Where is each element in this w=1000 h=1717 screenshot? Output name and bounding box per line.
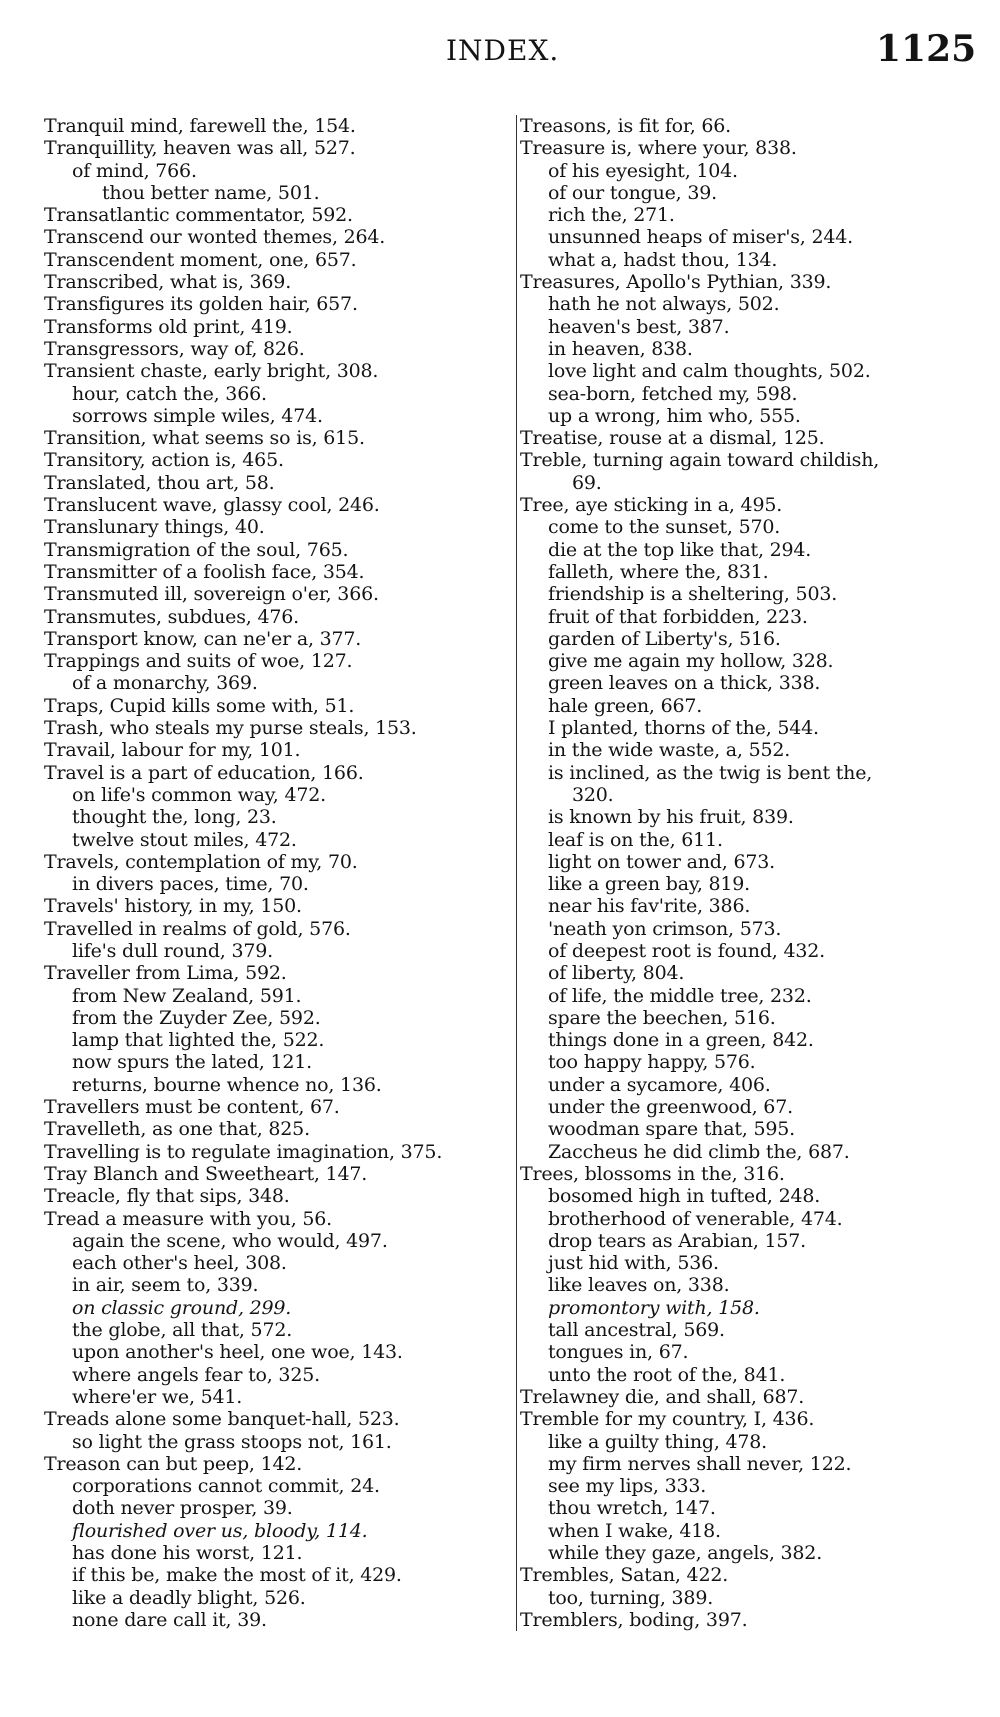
index-subentry: leaf is on the, 611. (548, 828, 723, 851)
index-entry: Transient chaste, early bright, 308. (44, 360, 379, 383)
index-subentry: bosomed high in tufted, 248. (548, 1185, 821, 1208)
index-subentry: tall ancestral, 569. (548, 1319, 725, 1342)
index-subentry: garden of Liberty's, 516. (548, 627, 781, 650)
index-entry: Trees, blossoms in the, 316. (520, 1162, 785, 1185)
index-entry: Treasure is, where your, 838. (520, 137, 797, 160)
index-subentry: under a sycamore, 406. (548, 1073, 771, 1096)
index-subentry: is known by his fruit, 839. (548, 806, 794, 829)
index-subentry: drop tears as Arabian, 157. (548, 1229, 807, 1252)
index-entry: Trappings and suits of woe, 127. (44, 650, 353, 673)
index-subentry: on life's common way, 472. (72, 783, 326, 806)
index-subentry: falleth, where the, 831. (548, 560, 769, 583)
running-title: INDEX. (446, 34, 560, 67)
index-entry: Transcendent moment, one, 657. (44, 248, 357, 271)
index-subentry: is inclined, as the twig is bent the, (548, 761, 873, 784)
index-subentry: brotherhood of venerable, 474. (548, 1207, 843, 1230)
index-entry: Transgressors, way of, 826. (44, 337, 305, 360)
index-subentry: too, turning, 389. (548, 1586, 714, 1609)
index-entry: Travail, labour for my, 101. (44, 739, 301, 762)
index-subentry: unto the root of the, 841. (548, 1363, 786, 1386)
index-entry: Transmitter of a foolish face, 354. (44, 560, 365, 583)
index-entry: Transcend our wonted themes, 264. (44, 226, 386, 249)
index-subentry: too happy happy, 576. (548, 1051, 756, 1074)
index-entry: Tranquillity, heaven was all, 527. (44, 137, 356, 160)
index-subentry: like a green bay, 819. (548, 873, 751, 896)
index-subentry: on classic ground, 299. (72, 1296, 292, 1319)
index-subentry: heaven's best, 387. (548, 315, 730, 338)
index-subentry: thou better name, 501. (102, 181, 320, 204)
index-entry: Travel is a part of education, 166. (44, 761, 364, 784)
index-subentry: woodman spare that, 595. (548, 1118, 795, 1141)
index-subentry: so light the grass stoops not, 161. (72, 1430, 392, 1453)
index-subentry: upon another's heel, one woe, 143. (72, 1341, 403, 1364)
index-entry: Treads alone some banquet-hall, 523. (44, 1408, 400, 1431)
index-entry: Translunary things, 40. (44, 516, 265, 539)
index-entry: Travellers must be content, 67. (44, 1096, 340, 1119)
index-subentry: fruit of that forbidden, 223. (548, 605, 808, 628)
index-subentry: my firm nerves shall never, 122. (548, 1452, 852, 1475)
index-subentry: doth never prosper, 39. (72, 1497, 293, 1520)
index-entry: Tremble for my country, I, 436. (520, 1408, 815, 1431)
index-entry: Transmuted ill, sovereign o'er, 366. (44, 583, 379, 606)
index-entry: Tranquil mind, farewell the, 154. (44, 115, 356, 137)
index-entry: Treason can but peep, 142. (44, 1452, 303, 1475)
index-subentry: 69. (572, 471, 602, 494)
index-subentry: love light and calm thoughts, 502. (548, 360, 871, 383)
index-subentry: sorrows simple wiles, 474. (72, 404, 323, 427)
index-subentry: again the scene, who would, 497. (72, 1229, 388, 1252)
index-subentry: Zaccheus he did climb the, 687. (548, 1140, 850, 1163)
index-entry: Treacle, fly that sips, 348. (44, 1185, 290, 1208)
index-subentry: in air, seem to, 339. (72, 1274, 259, 1297)
index-subentry: in divers paces, time, 70. (72, 873, 309, 896)
index-entry: Travels, contemplation of my, 70. (44, 850, 358, 873)
index-entry: Traveller from Lima, 592. (44, 962, 287, 985)
index-subentry: when I wake, 418. (548, 1519, 721, 1542)
index-subentry: sea-born, fetched my, 598. (548, 382, 798, 405)
index-entry: Transatlantic commentator, 592. (44, 204, 353, 227)
page-header (0, 28, 1000, 78)
index-subentry: twelve stout miles, 472. (72, 828, 297, 851)
index-entry: Treasons, is fit for, 66. (520, 115, 731, 137)
index-entry: Transport know, can ne'er a, 377. (44, 627, 362, 650)
index-subentry: 'neath yon crimson, 573. (548, 917, 782, 940)
index-subentry: now spurs the lated, 121. (72, 1051, 312, 1074)
index-subentry: returns, bourne whence no, 136. (72, 1073, 382, 1096)
index-entry: Tremblers, boding, 397. (520, 1608, 748, 1631)
index-subentry: where angels fear to, 325. (72, 1363, 320, 1386)
index-subentry: if this be, make the most of it, 429. (72, 1564, 402, 1587)
index-column-left (44, 115, 510, 1631)
index-subentry: of our tongue, 39. (548, 181, 717, 204)
index-entry: Tray Blanch and Sweetheart, 147. (44, 1162, 368, 1185)
index-subentry: thou wretch, 147. (548, 1497, 716, 1520)
page-number: 1125 (876, 28, 977, 70)
index-subentry: of mind, 766. (72, 159, 197, 182)
index-subentry: each other's heel, 308. (72, 1252, 287, 1275)
index-subentry: green leaves on a thick, 338. (548, 672, 821, 695)
index-entry: Transition, what seems so is, 615. (44, 427, 365, 450)
index-subentry: of deepest root is found, 432. (548, 939, 825, 962)
index-subentry: see my lips, 333. (548, 1475, 707, 1498)
index-subentry: 320. (572, 783, 614, 806)
index-subentry: from the Zuyder Zee, 592. (72, 1006, 321, 1029)
index-entry: Tree, aye sticking in a, 495. (520, 494, 783, 517)
index-entry: Translucent wave, glassy cool, 246. (44, 494, 380, 517)
index-subentry: has done his worst, 121. (72, 1542, 303, 1564)
index-subentry: just hid with, 536. (548, 1252, 719, 1275)
index-entry: Treatise, rouse at a dismal, 125. (520, 427, 825, 450)
index-entry: Trembles, Satan, 422. (520, 1564, 729, 1587)
index-subentry: of a monarchy, 369. (72, 672, 258, 695)
index-subentry: like a deadly blight, 526. (72, 1586, 306, 1609)
index-subentry: in the wide waste, a, 552. (548, 739, 791, 762)
index-entry: Translated, thou art, 58. (44, 471, 275, 494)
index-column-right (516, 115, 970, 1631)
index-subentry: hale green, 667. (548, 694, 703, 717)
index-entry: Transitory, action is, 465. (44, 449, 284, 472)
index-entry: Trelawney die, and shall, 687. (520, 1385, 805, 1408)
index-subentry: of liberty, 804. (548, 962, 685, 985)
index-subentry: the globe, all that, 572. (72, 1319, 293, 1342)
index-subentry: light on tower and, 673. (548, 850, 775, 873)
index-subentry: while they gaze, angels, 382. (548, 1542, 823, 1564)
index-entry: Travelled in realms of gold, 576. (44, 917, 351, 940)
index-subentry: hour, catch the, 366. (72, 382, 267, 405)
index-subentry: tongues in, 67. (548, 1341, 689, 1364)
index-entry: Treasures, Apollo's Pythian, 339. (520, 271, 832, 294)
index-subentry: friendship is a sheltering, 503. (548, 583, 838, 606)
index-subentry: from New Zealand, 591. (72, 984, 302, 1007)
index-entry: Transmigration of the soul, 765. (44, 538, 349, 561)
index-subentry: what a, hadst thou, 134. (548, 248, 778, 271)
index-subentry: die at the top like that, 294. (548, 538, 812, 561)
index-subentry: rich the, 271. (548, 204, 675, 227)
index-subentry: come to the sunset, 570. (548, 516, 781, 539)
index-subentry: life's dull round, 379. (72, 939, 273, 962)
index-subentry: things done in a green, 842. (548, 1029, 814, 1052)
index-subentry: hath he not always, 502. (548, 293, 780, 316)
index-entry: Travelleth, as one that, 825. (44, 1118, 310, 1141)
index-entry: Transcribed, what is, 369. (44, 271, 292, 294)
index-subentry: I planted, thorns of the, 544. (548, 717, 819, 740)
index-entry: Transforms old print, 419. (44, 315, 293, 338)
index-entry: Tread a measure with you, 56. (44, 1207, 332, 1230)
index-subentry: spare the beechen, 516. (548, 1006, 776, 1029)
index-subentry: none dare call it, 39. (72, 1608, 267, 1631)
index-subentry: near his fav'rite, 386. (548, 895, 751, 918)
index-subentry: like leaves on, 338. (548, 1274, 730, 1297)
index-subentry: promontory with, 158. (548, 1296, 760, 1319)
index-subentry: in heaven, 838. (548, 337, 693, 360)
index-subentry: give me again my hollow, 328. (548, 650, 834, 673)
index-entry: Transfigures its golden hair, 657. (44, 293, 358, 316)
index-entry: Travels' history, in my, 150. (44, 895, 302, 918)
index-entry: Treble, turning again toward childish, (520, 449, 880, 472)
index-subentry: lamp that lighted the, 522. (72, 1029, 325, 1052)
index-entry: Trash, who steals my purse steals, 153. (44, 717, 417, 740)
index-subentry: flourished over us, bloody, 114. (72, 1519, 368, 1542)
index-subentry: unsunned heaps of miser's, 244. (548, 226, 853, 249)
index-subentry: under the greenwood, 67. (548, 1096, 793, 1119)
index-entry: Traps, Cupid kills some with, 51. (44, 694, 355, 717)
index-entry: Transmutes, subdues, 476. (44, 605, 299, 628)
index-entry: Travelling is to regulate imagination, 375. (44, 1140, 443, 1163)
index-subentry: where'er we, 541. (72, 1385, 243, 1408)
index-subentry: up a wrong, him who, 555. (548, 404, 801, 427)
index-subentry: of his eyesight, 104. (548, 159, 738, 182)
index-subentry: thought the, long, 23. (72, 806, 277, 829)
index-subentry: of life, the middle tree, 232. (548, 984, 812, 1007)
index-subentry: like a guilty thing, 478. (548, 1430, 768, 1453)
index-subentry: corporations cannot commit, 24. (72, 1475, 380, 1498)
